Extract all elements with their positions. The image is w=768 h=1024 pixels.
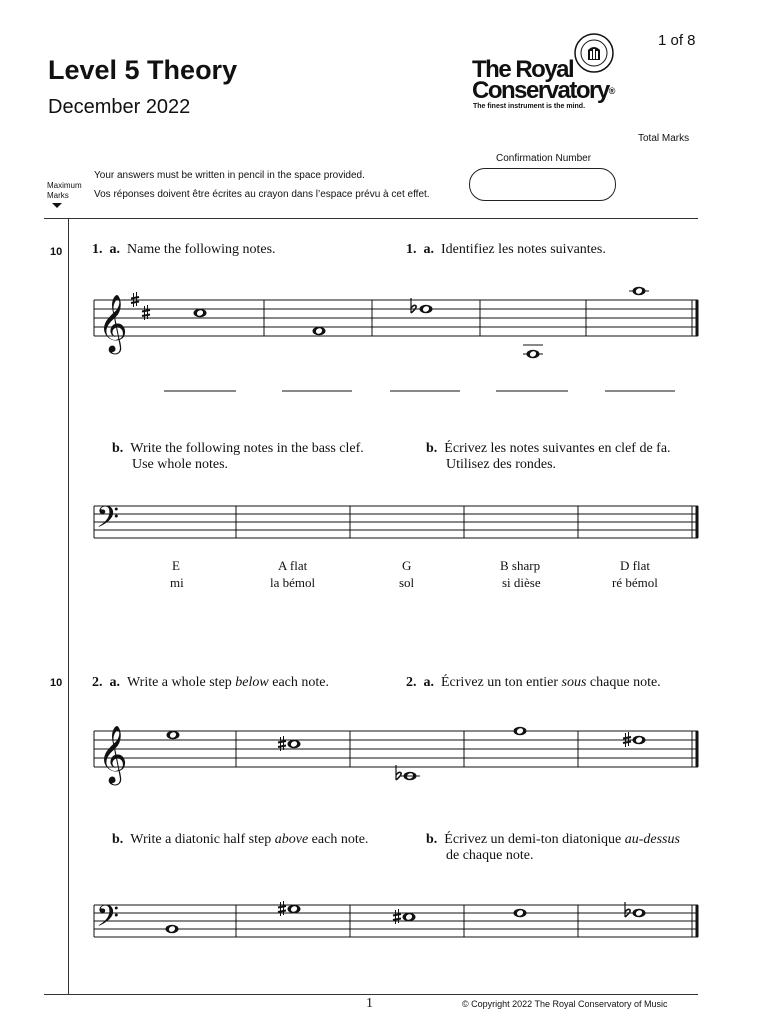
q2b-text-en-post: each note.	[308, 832, 369, 847]
q1a-text-fr: Identifiez les notes suivantes.	[441, 242, 606, 257]
q2a-text-en-post: each note.	[268, 675, 329, 690]
max-marks-label-2: Marks	[47, 191, 69, 200]
note-name-en-4: B sharp	[500, 558, 541, 573]
q2a-text-en-em: below	[235, 675, 269, 690]
whole-note	[288, 905, 301, 914]
q1a-letter-en: a.	[109, 242, 120, 257]
bass-clef-icon: 𝄢	[96, 900, 120, 941]
note-name-fr-4: si dièse	[502, 575, 541, 590]
whole-note	[166, 925, 179, 934]
whole-note	[313, 327, 326, 336]
q2-number-fr: 2.	[406, 675, 417, 690]
q2a-text-fr-post: chaque note.	[586, 675, 661, 690]
whole-note	[167, 731, 180, 740]
note-name-en-1: E	[172, 558, 180, 573]
note-name-en-3: G	[402, 558, 412, 573]
footer-page-number: 1	[366, 996, 373, 1011]
note-name-fr-3: sol	[399, 575, 415, 590]
q2b-text-en-em: above	[274, 832, 309, 847]
whole-note	[194, 309, 207, 318]
sharp-icon	[393, 909, 401, 924]
flat-icon	[625, 902, 630, 917]
q1-number-en: 1.	[92, 242, 103, 257]
whole-note	[633, 287, 646, 296]
page-indicator: 1 of 8	[658, 32, 696, 49]
q2b-text-fr-pre: Écrivez un demi-ton diatonique	[444, 832, 625, 847]
note-name-en-5: D flat	[620, 558, 650, 573]
bass-clef-icon: 𝄢	[96, 501, 120, 542]
max-marks-q1: 10	[50, 246, 63, 258]
treble-clef-icon: 𝄞	[98, 725, 128, 783]
instructions-french: Vos réponses doivent être écrites au crayon dans l’espace prévu à cet effet.	[94, 189, 430, 200]
q1a-letter-fr: a.	[423, 242, 434, 257]
note-name-fr-1: mi	[170, 575, 184, 590]
staff-q1b	[94, 506, 698, 538]
footer-copyright: © Copyright 2022 The Royal Conservatory of Music	[462, 999, 668, 1009]
whole-note	[288, 740, 301, 749]
whole-note	[514, 727, 527, 736]
max-marks-q2: 10	[50, 677, 63, 689]
staff-q1a	[94, 300, 698, 336]
whole-note	[420, 305, 433, 314]
confirmation-number-label: Confirmation Number	[496, 153, 592, 164]
registered-mark: ®	[608, 86, 616, 96]
q1b-letter-en: b.	[112, 441, 124, 456]
total-marks-label: Total Marks	[638, 133, 690, 144]
q2a-letter-fr: a.	[423, 675, 434, 690]
whole-note	[633, 909, 646, 918]
q1b-text-fr-2: Utilisez des rondes.	[446, 457, 557, 472]
q2b-text-fr-em: au-dessus	[624, 832, 680, 847]
logo-line-2-text: Conservatory	[472, 77, 609, 104]
logo-tagline: The finest instrument is the mind.	[473, 103, 586, 110]
q2a-letter-en: a.	[109, 675, 120, 690]
whole-note	[403, 913, 416, 922]
logo-line-1: The Royal	[472, 56, 574, 83]
q1-number-fr: 1.	[406, 242, 417, 257]
whole-note	[514, 909, 527, 918]
note-name-fr-2: la bémol	[270, 575, 316, 590]
whole-note	[527, 350, 540, 359]
staff-q2a	[94, 731, 698, 767]
max-marks-label-1: Maximum	[47, 181, 82, 190]
q1a-text-en: Name the following notes.	[127, 242, 276, 257]
q2b-letter-fr: b.	[426, 832, 438, 847]
note-name-en-2: A flat	[278, 558, 308, 573]
page-title: Level 5 Theory	[48, 55, 238, 85]
sharp-icon	[278, 901, 286, 916]
instructions-english: Your answers must be written in pencil in the space provided.	[94, 170, 365, 181]
q2b-text-fr-line2: de chaque note.	[446, 848, 534, 863]
whole-note	[633, 736, 646, 745]
q2b-text-en-pre: Write a diatonic half step	[130, 832, 275, 847]
q1b-text-fr-1: Écrivez les notes suivantes en clef de fa.	[444, 441, 671, 456]
q2a-text-fr-em: sous	[561, 675, 587, 690]
note-name-fr-5: ré bémol	[612, 575, 658, 590]
q2a-text-en-pre: Write a whole step	[127, 675, 236, 690]
treble-clef-icon: 𝄞	[98, 294, 128, 352]
q1b-text-en-1: Write the following notes in the bass clef.	[130, 441, 364, 456]
page-subtitle: December 2022	[48, 96, 191, 118]
q2-number-en: 2.	[92, 675, 103, 690]
q1b-letter-fr: b.	[426, 441, 438, 456]
q2a-text-fr-pre: Écrivez un ton entier	[441, 675, 562, 690]
q1b-text-en-2: Use whole notes.	[132, 457, 229, 472]
q2b-letter-en: b.	[112, 832, 124, 847]
